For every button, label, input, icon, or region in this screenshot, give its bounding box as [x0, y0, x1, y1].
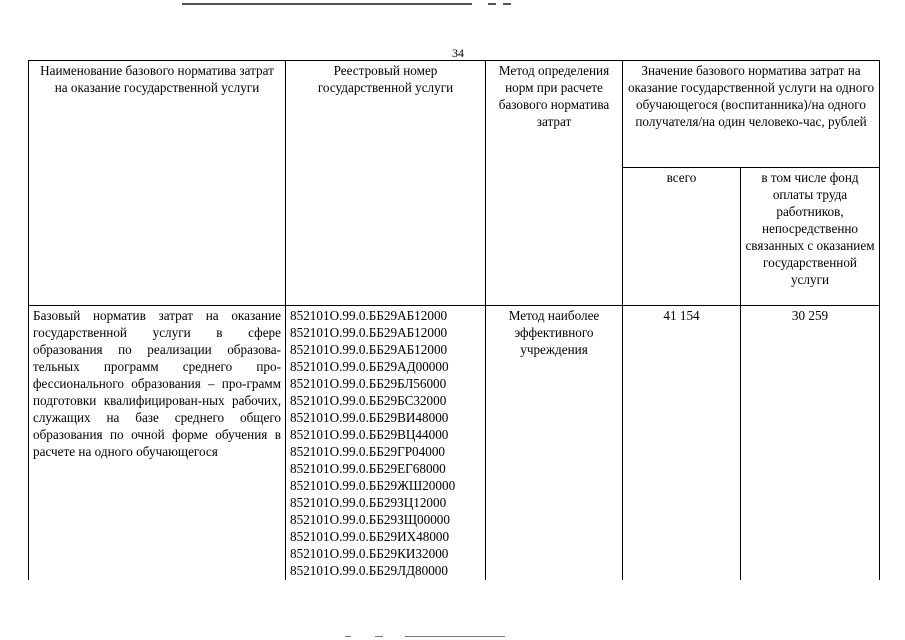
- top-scan-rule-fragment: [503, 3, 511, 5]
- registry-code: 852101О.99.0.ББ29АД00000: [290, 359, 449, 374]
- header-service-name: Наименование базового норматива затрат на оказание государственной услуги: [29, 61, 286, 306]
- row-method: Метод наиболее эффективного учреждения: [486, 306, 623, 581]
- registry-code: 852101О.99.0.ББ29ГР04000: [290, 444, 446, 459]
- registry-code: 852101О.99.0.ББ29БС32000: [290, 393, 447, 408]
- row-service-name: Базовый норматив затрат на оказание государственной услуги в сфере образования по реализации образова-тельных программ среднего про-фессионального образования – про-грамм подготовки квалифицирован-ных рабочих, служащих на базе среднего общего образования по очной форме обучения в расчете на одного обучающегося: [29, 306, 286, 581]
- registry-code: 852101О.99.0.ББ29ЕГ68000: [290, 461, 446, 476]
- registry-code: 852101О.99.0.ББ29АБ12000: [290, 325, 448, 340]
- registry-code: 852101О.99.0.ББ29БЛ56000: [290, 376, 447, 391]
- page-number: 34: [452, 46, 464, 60]
- registry-code: 852101О.99.0.ББ29АБ12000: [290, 308, 448, 323]
- registry-code: 852101О.99.0.ББ29ВИ48000: [290, 410, 449, 425]
- table-row: [29, 306, 880, 581]
- bottom-scan-mark: [405, 636, 505, 637]
- header-wage-fund: в том числе фонд оплаты труда работников, непосредственно связанных с оказанием государственной услуги: [741, 168, 880, 306]
- header-method: Метод определения норм при расчете базового норматива затрат: [486, 61, 623, 306]
- registry-code: 852101О.99.0.ББ29ВЦ44000: [290, 427, 449, 442]
- header-row: [29, 61, 880, 168]
- registry-code: 852101О.99.0.ББ29АБ12000: [290, 342, 448, 357]
- header-norm-value: Значение базового норматива затрат на оказание государственной услуги на одного обучающегося (воспитанника)/на одного получателя/на один человеко-час, рублей: [623, 61, 880, 168]
- top-scan-rule-fragment: [488, 3, 496, 5]
- row-total: 41 154: [623, 306, 741, 581]
- header-total: всего: [623, 168, 741, 306]
- bottom-scan-mark: [345, 636, 351, 637]
- cost-norms-table: [28, 60, 880, 580]
- bottom-scan-mark: [375, 636, 383, 637]
- row-wage-fund: 30 259: [741, 306, 880, 581]
- registry-code: 852101О.99.0.ББ29ЛД80000: [290, 563, 448, 578]
- registry-code: 852101О.99.0.ББ29ИХ48000: [290, 529, 450, 544]
- header-registry-number: Реестровый номер государственной услуги: [286, 61, 486, 306]
- row-registry-codes: [286, 306, 486, 581]
- registry-code-list: [290, 307, 481, 579]
- registry-code: 852101О.99.0.ББ29КИ32000: [290, 546, 449, 561]
- registry-code: 852101О.99.0.ББ29ЗЦ12000: [290, 495, 447, 510]
- top-scan-rule: [182, 3, 472, 5]
- registry-code: 852101О.99.0.ББ29ЗЩ00000: [290, 512, 450, 527]
- registry-code: 852101О.99.0.ББ29ЖШ20000: [290, 478, 456, 493]
